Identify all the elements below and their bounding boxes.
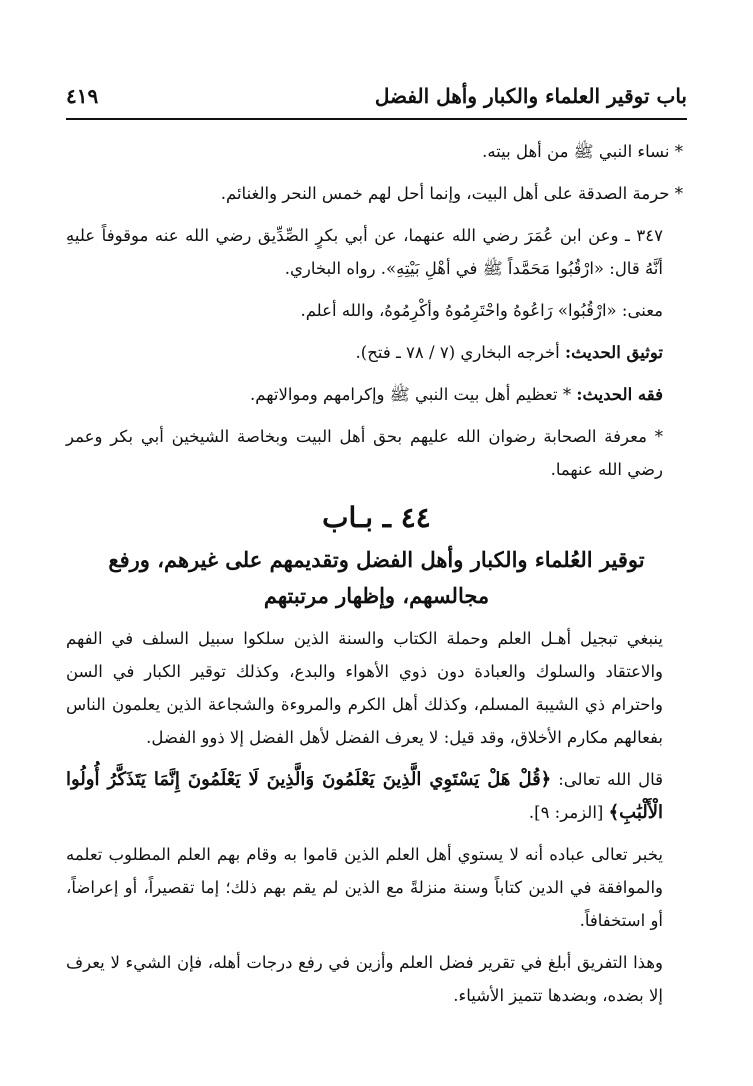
fiqh-text: * تعظيم أهل بيت النبي ﷺ وإكرامهم وموالاتهم.: [250, 385, 577, 404]
page-number: ٤١٩: [66, 84, 99, 108]
hadith-documentation: [66, 336, 687, 369]
quran-verse: ﴿قُلْ هَلْ يَسْتَوِي الَّذِينَ يَعْلَمُونَ وَالَّذِينَ لَا يَعْلَمُونَ إِنَّمَا يَتَذَكَّرُ أُولُوا الْأَلْبَٰبِ﴾: [66, 769, 663, 823]
header-title: باب توقير العلماء والكبار وأهل الفضل: [374, 84, 687, 108]
chapter-title: توقير العُلماء والكبار وأهل الفضل وتقديمهم على غيرهم، ورفع مجالسهم، وإظهار مرتبتهم: [108, 547, 645, 608]
running-header: [66, 80, 687, 114]
hadith-347: ٣٤٧ ـ وعن ابن عُمَرَ رضي الله عنهما، عن أبي بكرٍ الصِّدِّيق رضي الله عنه موقوفاً عليهِ أنَّهُ قال: «ارْقُبُوا مَحَمَّداً ﷺ في أهْلِ بَيْتِهِ». رواه البخاري.: [66, 226, 663, 278]
page-body: [66, 135, 687, 1021]
quran-intro: قال الله تعالى:: [551, 770, 663, 789]
commentary-paragraph: وهذا التفريق أبلغ في تقرير فضل العلم وأزين في رفع درجات أهله، فإن الشيء لا يعرف إلا بضده، وبضدها تتميز الأشياء.: [66, 953, 663, 1005]
quran-reference: [الزمر: ٩].: [528, 803, 609, 822]
bullet-point: * معرفة الصحابة رضوان الله عليهم بحق أهل البيت وبخاصة الشيخين أبي بكر وعمر رضي الله عنهما.: [66, 427, 663, 479]
intro-paragraph: ينبغي تبجيل أهـل العلم وحملة الكتاب والسنة الذين سلكوا سبيل السلف في الفهم والاعتقاد والسلوك والعبادة دون ذوي الأهواء والبدع، وكذلك توقير الكبار في السن واحترام ذي الشيبة المسلم، وكذلك أهل الكرم والمروءة والشجاعة الذين يعلمون الناس بفعالهم مكارم الأخلاق، وقد قيل: لا يعرف الفضل لأهل الفضل إلا ذوو الفضل.: [66, 629, 663, 747]
tawthiq-label: توثيق الحديث:: [564, 343, 663, 362]
word-meaning: معنى: «ارْقُبُوا» رَاعُوهُ واحْتَرِمُوهُ وأكْرِمُوهُ، والله أعلم.: [300, 301, 663, 320]
chapter-number: ٤٤ ـ بـاب: [322, 501, 431, 534]
bullet-point: * حرمة الصدقة على أهل البيت، وإنما أحل لهم خمس النحر والغنائم.: [220, 184, 683, 203]
hadith-fiqh: [66, 378, 687, 411]
fiqh-label: فقه الحديث:: [576, 385, 663, 404]
bullet-point: * نساء النبي ﷺ من أهل بيته.: [482, 142, 683, 161]
quran-citation: [66, 763, 687, 829]
commentary-paragraph: يخبر تعالى عباده أنه لا يستوي أهل العلم الذين قاموا به وقام بهم العلم المطلوب تعلمه والموافقة في الدين كتاباً وسنة منزلةً مع الذين لم يقم بهم ذلك؛ إما تقصيراً، أو إعراضاً، أو استخفافاً.: [66, 845, 663, 930]
tawthiq-text: أخرجه البخاري (٧ / ٧٨ ـ فتح).: [355, 343, 565, 362]
header-divider: [66, 118, 687, 120]
